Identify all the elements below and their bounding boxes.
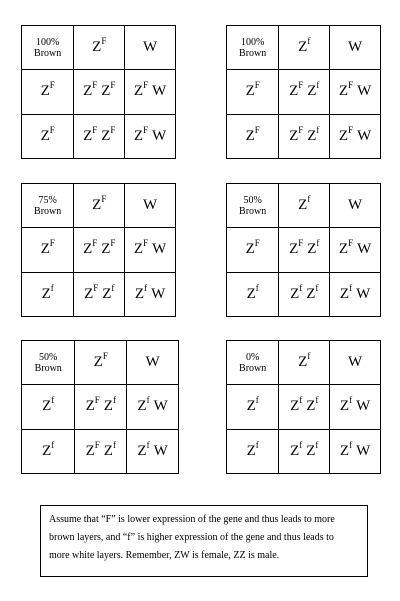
allele	[84, 282, 99, 302]
allele	[289, 238, 304, 258]
table-row	[22, 429, 179, 473]
allele-base: Z	[339, 398, 350, 415]
allele	[137, 439, 150, 459]
allele-base: Z	[306, 442, 316, 459]
allele-superscript: f	[146, 439, 150, 450]
offspring-genotype	[127, 385, 179, 429]
offspring-genotype	[330, 70, 381, 114]
column-gamete	[74, 26, 125, 70]
allele-base: Z	[245, 127, 255, 144]
allele-base: W	[347, 354, 363, 371]
allele	[348, 354, 362, 370]
allele-superscript: f	[255, 395, 259, 406]
allele	[246, 439, 259, 459]
allele	[143, 197, 157, 213]
allele-superscript: f	[349, 395, 353, 406]
table-row	[22, 114, 176, 158]
punnett-square-4	[226, 183, 381, 317]
table-row	[22, 385, 179, 429]
allele-base: W	[151, 285, 166, 302]
allele	[339, 439, 353, 459]
allele	[306, 395, 319, 415]
note-line-3: more white layers. Remember, ZW is female, ZZ is male.	[49, 550, 280, 561]
allele	[103, 439, 116, 459]
allele-superscript: f	[144, 282, 148, 293]
phenotype-label-line: Brown	[34, 47, 62, 59]
allele-base: Z	[103, 398, 113, 415]
allele-base: W	[153, 398, 168, 415]
allele	[83, 124, 98, 144]
allele-base: Z	[83, 83, 93, 100]
allele	[357, 83, 371, 99]
row-gamete	[22, 429, 75, 473]
allele	[245, 80, 260, 100]
allele-superscript: F	[298, 238, 304, 249]
allele	[42, 439, 55, 459]
offspring-genotype	[125, 70, 176, 114]
allele-base: W	[356, 285, 371, 302]
allele-superscript: f	[112, 395, 116, 406]
column-gamete	[330, 26, 381, 70]
punnett-square-1	[21, 25, 176, 159]
allele-superscript: f	[349, 282, 353, 293]
column-gamete	[125, 26, 176, 70]
allele-base: Z	[101, 127, 111, 144]
allele-superscript: f	[316, 238, 320, 249]
phenotype-label	[22, 26, 74, 70]
offspring-genotype	[279, 70, 330, 114]
allele-superscript: F	[143, 124, 149, 135]
column-gamete	[127, 341, 179, 385]
allele	[289, 80, 304, 100]
allele-base: Z	[298, 354, 308, 371]
header-row	[22, 341, 179, 385]
allele-base: Z	[83, 127, 93, 144]
allele-base: Z	[40, 127, 50, 144]
column-gamete	[125, 184, 176, 228]
allele	[306, 439, 319, 459]
allele-base: Z	[338, 127, 349, 144]
allele	[298, 194, 311, 214]
allele-superscript: f	[315, 395, 319, 406]
allele	[289, 124, 304, 144]
row-gamete	[227, 228, 279, 272]
allele-base: Z	[306, 285, 316, 302]
allele	[133, 80, 149, 100]
allele	[40, 80, 55, 100]
row-gamete	[22, 114, 74, 158]
offspring-genotype	[75, 429, 127, 473]
allele-base: Z	[307, 241, 317, 258]
offspring-genotype	[330, 429, 381, 473]
allele	[134, 282, 148, 302]
offspring-genotype	[330, 228, 381, 272]
allele-superscript: f	[307, 351, 311, 362]
allele-base: Z	[101, 83, 111, 100]
phenotype-label-line: 75%	[38, 194, 57, 206]
allele-superscript: F	[348, 80, 354, 91]
allele	[85, 395, 100, 415]
allele	[348, 39, 362, 55]
allele-base: Z	[339, 285, 350, 302]
row-gamete	[227, 429, 279, 473]
allele	[85, 439, 100, 459]
allele-base: W	[145, 354, 160, 371]
allele	[246, 395, 259, 415]
note-line-1: Assume that “F” is lower expression of the gene and thus leads to more	[49, 514, 335, 525]
offspring-genotype	[279, 114, 330, 158]
allele-superscript: F	[93, 282, 99, 293]
header-row	[22, 26, 176, 70]
header-row	[227, 341, 381, 385]
allele	[290, 395, 303, 415]
allele-base: Z	[245, 83, 255, 100]
offspring-genotype	[330, 114, 381, 158]
row-gamete	[22, 70, 74, 114]
allele	[357, 241, 371, 257]
allele-base: W	[356, 398, 371, 415]
allele	[339, 395, 353, 415]
row-gamete	[22, 228, 74, 272]
header-row	[227, 184, 381, 228]
table-row	[227, 114, 381, 158]
offspring-genotype	[74, 228, 125, 272]
column-gamete	[330, 341, 381, 385]
allele-base: W	[152, 127, 167, 144]
allele-base: Z	[93, 354, 103, 371]
allele	[356, 443, 370, 459]
allele-superscript: F	[49, 238, 55, 249]
allele-superscript: f	[255, 282, 259, 293]
offspring-genotype	[279, 385, 330, 429]
allele	[101, 124, 116, 144]
allele	[307, 80, 320, 100]
allele-superscript: f	[299, 439, 303, 450]
allele-superscript: F	[254, 238, 260, 249]
allele-superscript: f	[51, 395, 55, 406]
allele-base: Z	[246, 398, 256, 415]
offspring-genotype	[125, 228, 176, 272]
allele-base: W	[152, 83, 167, 100]
allele-base: Z	[338, 241, 349, 258]
offspring-genotype	[330, 272, 381, 316]
phenotype-label-line: Brown	[239, 47, 267, 59]
allele-superscript: F	[49, 80, 55, 91]
row-gamete	[227, 272, 279, 316]
allele-superscript: f	[146, 395, 150, 406]
allele	[338, 124, 354, 144]
allele-superscript: f	[111, 282, 115, 293]
allele-base: Z	[40, 241, 50, 258]
allele	[101, 80, 116, 100]
offspring-genotype	[279, 228, 330, 272]
allele-superscript: f	[51, 439, 55, 450]
allele-superscript: F	[92, 238, 98, 249]
allele	[348, 197, 362, 213]
allele	[154, 443, 168, 459]
allele-superscript: F	[254, 80, 260, 91]
phenotype-label-line: 50%	[39, 351, 58, 363]
phenotype-label-line: 50%	[243, 194, 262, 206]
allele-superscript: f	[255, 439, 259, 450]
allele-base: Z	[84, 285, 94, 302]
allele-base: Z	[290, 398, 300, 415]
offspring-genotype	[279, 429, 330, 473]
allele-superscript: F	[348, 238, 354, 249]
allele-base: Z	[85, 442, 95, 459]
allele-base: Z	[290, 442, 300, 459]
phenotype-label	[22, 341, 75, 385]
assumption-note	[40, 505, 368, 577]
column-gamete	[330, 184, 381, 228]
allele-base: Z	[306, 398, 316, 415]
offspring-genotype	[125, 272, 176, 316]
allele	[246, 282, 259, 302]
allele-base: Z	[134, 285, 145, 302]
column-gamete	[279, 184, 330, 228]
allele-base: Z	[102, 285, 112, 302]
allele-base: Z	[339, 442, 350, 459]
allele	[356, 286, 370, 302]
offspring-genotype	[127, 429, 179, 473]
allele	[307, 124, 320, 144]
table-row	[22, 272, 176, 316]
row-gamete	[22, 272, 74, 316]
allele-superscript: F	[49, 124, 55, 135]
allele	[245, 124, 260, 144]
allele	[357, 128, 371, 144]
allele-base: W	[357, 83, 372, 100]
allele	[92, 36, 107, 56]
header-row	[22, 184, 176, 228]
allele	[102, 282, 115, 302]
allele-superscript: F	[92, 124, 98, 135]
allele-superscript: F	[102, 351, 108, 362]
note-line-2: brown layers, and “f” is higher expression of the gene and thus leads to	[49, 532, 334, 543]
allele-superscript: f	[307, 194, 311, 205]
allele	[40, 124, 55, 144]
table-row	[227, 385, 381, 429]
allele	[290, 439, 303, 459]
row-gamete	[227, 114, 279, 158]
allele-base: Z	[298, 197, 308, 214]
allele-base: Z	[41, 285, 51, 302]
allele	[338, 238, 354, 258]
allele-base: W	[347, 197, 363, 214]
allele-base: Z	[101, 241, 111, 258]
allele	[307, 238, 320, 258]
offspring-genotype	[279, 272, 330, 316]
allele	[154, 398, 168, 414]
punnett-square-6	[226, 340, 381, 474]
table-row	[227, 228, 381, 272]
allele-superscript: F	[298, 124, 304, 135]
column-gamete	[279, 26, 330, 70]
allele-superscript: F	[143, 80, 149, 91]
offspring-genotype	[74, 70, 125, 114]
allele	[356, 398, 370, 414]
offspring-genotype	[74, 114, 125, 158]
allele-superscript: F	[110, 238, 116, 249]
allele-base: Z	[246, 285, 256, 302]
allele-superscript: F	[101, 36, 107, 47]
allele-base: Z	[42, 442, 52, 459]
column-gamete	[74, 184, 125, 228]
column-gamete	[279, 341, 330, 385]
allele-superscript: f	[315, 282, 319, 293]
offspring-genotype	[75, 385, 127, 429]
allele-base: Z	[137, 398, 147, 415]
allele-base: Z	[133, 83, 144, 100]
allele-base: Z	[92, 39, 102, 56]
allele	[101, 238, 116, 258]
allele	[298, 36, 311, 56]
allele-base: Z	[338, 83, 349, 100]
allele-base: Z	[133, 127, 144, 144]
allele-superscript: f	[349, 439, 353, 450]
allele-superscript: F	[94, 395, 100, 406]
allele-superscript: f	[315, 439, 319, 450]
allele-base: Z	[298, 39, 308, 56]
allele-superscript: F	[143, 238, 149, 249]
allele-superscript: f	[316, 80, 320, 91]
allele	[306, 282, 319, 302]
phenotype-label-line: Brown	[34, 205, 62, 217]
allele-superscript: F	[101, 194, 107, 205]
allele-superscript: F	[110, 124, 116, 135]
allele-base: W	[153, 442, 168, 459]
allele-base: W	[356, 442, 371, 459]
allele-base: W	[357, 127, 372, 144]
allele-base: Z	[289, 241, 299, 258]
allele	[93, 351, 108, 371]
allele	[42, 395, 55, 415]
allele	[133, 124, 149, 144]
allele-superscript: f	[316, 124, 320, 135]
allele-base: Z	[42, 398, 52, 415]
phenotype-label-line: 100%	[241, 36, 265, 48]
allele	[103, 395, 116, 415]
allele	[41, 282, 54, 302]
phenotype-label-line: Brown	[34, 362, 62, 374]
allele-base: Z	[307, 127, 317, 144]
allele-base: Z	[40, 83, 50, 100]
allele-superscript: F	[348, 124, 354, 135]
row-gamete	[22, 385, 75, 429]
table-row	[22, 228, 176, 272]
offspring-genotype	[74, 272, 125, 316]
allele-superscript: F	[92, 80, 98, 91]
table-row	[227, 272, 381, 316]
allele-base: W	[142, 39, 158, 56]
punnett-square-5	[21, 340, 179, 474]
allele-base: Z	[289, 83, 299, 100]
allele-base: W	[357, 241, 372, 258]
allele	[133, 238, 149, 258]
allele-base: Z	[307, 83, 317, 100]
punnett-square-2	[226, 25, 381, 159]
phenotype-label-line: 0%	[246, 351, 260, 363]
table-row	[227, 429, 381, 473]
phenotype-label	[227, 26, 279, 70]
allele-superscript: f	[307, 36, 311, 47]
punnett-square-3	[21, 183, 176, 317]
table-row	[22, 70, 176, 114]
allele-superscript: f	[299, 395, 303, 406]
allele-base: Z	[103, 442, 113, 459]
allele-base: Z	[85, 398, 95, 415]
allele-superscript: f	[50, 282, 54, 293]
allele	[146, 354, 160, 370]
allele-base: Z	[246, 442, 256, 459]
allele	[92, 194, 107, 214]
allele	[245, 238, 260, 258]
allele-base: Z	[137, 442, 147, 459]
allele-base: Z	[289, 127, 299, 144]
allele	[152, 128, 166, 144]
allele-superscript: F	[94, 439, 100, 450]
row-gamete	[227, 385, 279, 429]
allele	[83, 80, 98, 100]
phenotype-label	[227, 341, 279, 385]
allele-superscript: F	[254, 124, 260, 135]
allele	[152, 83, 166, 99]
allele-base: Z	[83, 241, 93, 258]
allele-base: W	[152, 241, 167, 258]
phenotype-label-line: 100%	[36, 36, 60, 48]
column-gamete	[75, 341, 127, 385]
phenotype-label	[22, 184, 74, 228]
allele	[152, 241, 166, 257]
allele-superscript: f	[299, 282, 303, 293]
phenotype-label	[227, 184, 279, 228]
offspring-genotype	[330, 385, 381, 429]
row-gamete	[227, 70, 279, 114]
allele-base: Z	[245, 241, 255, 258]
allele-base: Z	[133, 241, 144, 258]
allele	[137, 395, 150, 415]
allele	[298, 351, 311, 371]
allele	[40, 238, 55, 258]
allele-superscript: f	[112, 439, 116, 450]
allele	[338, 80, 354, 100]
allele	[143, 39, 157, 55]
allele-superscript: F	[298, 80, 304, 91]
header-row	[227, 26, 381, 70]
allele	[151, 286, 165, 302]
phenotype-label-line: Brown	[239, 362, 267, 374]
allele-superscript: F	[110, 80, 116, 91]
offspring-genotype	[125, 114, 176, 158]
allele-base: Z	[290, 285, 300, 302]
allele	[339, 282, 353, 302]
allele-base: Z	[92, 197, 102, 214]
allele	[290, 282, 303, 302]
phenotype-label-line: Brown	[239, 205, 267, 217]
allele-base: W	[347, 39, 363, 56]
allele-base: W	[142, 197, 158, 214]
table-row	[227, 70, 381, 114]
allele	[83, 238, 98, 258]
